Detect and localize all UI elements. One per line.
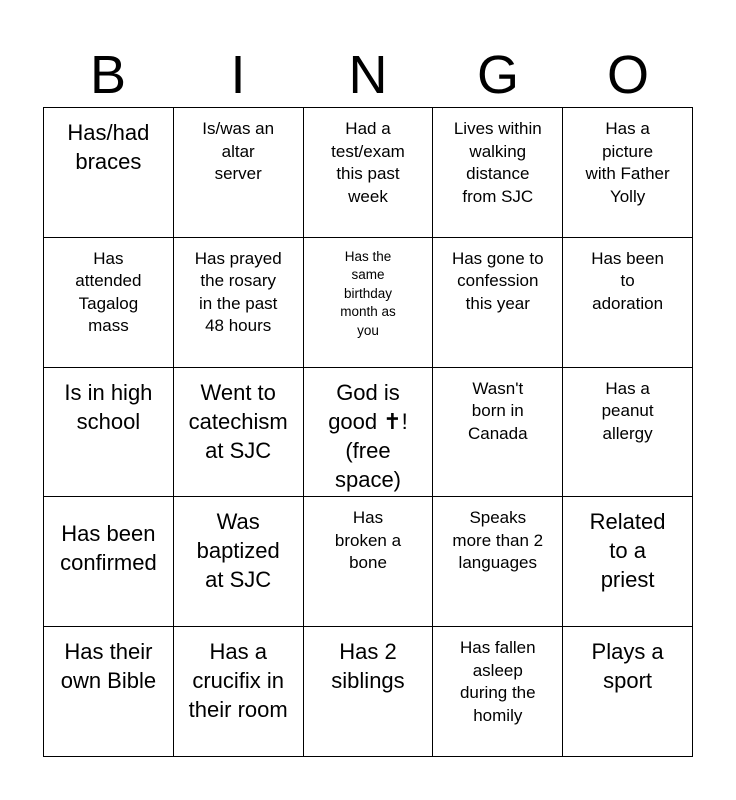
bingo-cell-text: Was baptized at SJC [196, 509, 280, 593]
bingo-cell-5-2[interactable] [174, 627, 304, 757]
bingo-cell-text: Is/was an altar server [202, 119, 275, 183]
bingo-cell-1-1[interactable] [44, 108, 174, 238]
bingo-cell-5-1[interactable] [44, 627, 174, 757]
bingo-cell-text: Has attended Tagalog mass [75, 248, 142, 336]
bingo-cell-text: Has broken a bone [334, 508, 402, 573]
title-letter-b: B [89, 45, 127, 105]
bingo-cell-text: Has the same birthday month as you [340, 248, 396, 338]
bingo-grid [43, 107, 693, 757]
bingo-cell-text: Wasn't born in Canada [468, 378, 528, 443]
title-letter-g: G [476, 45, 519, 105]
bingo-cell-1-5[interactable] [563, 108, 693, 238]
bingo-cell-5-3[interactable] [304, 627, 434, 757]
bingo-cell-text: Plays a sport [591, 639, 664, 694]
bingo-cell-1-4[interactable] [433, 108, 563, 238]
bingo-cell-text: Speaks more than 2 languages [452, 508, 544, 573]
bingo-cell-3-5[interactable] [563, 368, 693, 498]
bingo-cell-2-2[interactable] [174, 238, 304, 368]
bingo-cell-2-5[interactable] [563, 238, 693, 368]
bingo-cell-text: Has been to adoration [591, 248, 664, 313]
bingo-cell-text: Has 2 siblings [331, 639, 405, 694]
bingo-cell-text: Has/had braces [67, 120, 150, 174]
title-letter-i: I [230, 45, 246, 105]
bingo-cell-4-3[interactable] [304, 497, 434, 627]
bingo-cell-2-3[interactable] [304, 238, 434, 368]
bingo-cell-3-3[interactable] [304, 368, 434, 498]
bingo-cell-text: Has gone to confession this year [451, 248, 544, 313]
bingo-cell-text: Has their own Bible [60, 639, 157, 694]
bingo-cell-1-2[interactable] [174, 108, 304, 238]
bingo-cell-4-2[interactable] [174, 497, 304, 627]
bingo-cell-text: Lives within walking distance from SJC [453, 119, 542, 206]
bingo-title [43, 42, 693, 108]
bingo-cell-3-1[interactable] [44, 368, 174, 498]
bingo-cell-text: Has fallen asleep during the homily [459, 638, 536, 725]
bingo-cell-5-4[interactable] [433, 627, 563, 757]
bingo-cell-text: Related to a priest [589, 509, 666, 593]
bingo-cell-3-4[interactable] [433, 368, 563, 498]
bingo-cell-text: Has a picture with Father Yolly [585, 119, 670, 206]
bingo-cell-text: Has been confirmed [60, 521, 157, 576]
bingo-cell-2-4[interactable] [433, 238, 563, 368]
bingo-cell-text: Went to catechism at SJC [188, 379, 288, 463]
bingo-cell-4-5[interactable] [563, 497, 693, 627]
bingo-cell-4-1[interactable] [44, 497, 174, 627]
bingo-cell-2-1[interactable] [44, 238, 174, 368]
title-letter-o: O [606, 45, 649, 105]
bingo-cell-text: Has prayed the rosary in the past 48 hours [194, 248, 282, 336]
bingo-cell-text: God is good ✝! (free space) [328, 379, 408, 492]
bingo-cell-4-4[interactable] [433, 497, 563, 627]
bingo-cell-text: Had a test/exam this past week [331, 119, 405, 206]
title-letter-n: N [348, 45, 388, 105]
bingo-cell-text: Has a crucifix in their room [188, 639, 288, 723]
bingo-cell-3-2[interactable] [174, 368, 304, 498]
bingo-cell-1-3[interactable] [304, 108, 434, 238]
bingo-cell-text: Has a peanut allergy [601, 378, 654, 443]
bingo-cell-5-5[interactable] [563, 627, 693, 757]
bingo-cell-text: Is in high school [64, 379, 153, 434]
